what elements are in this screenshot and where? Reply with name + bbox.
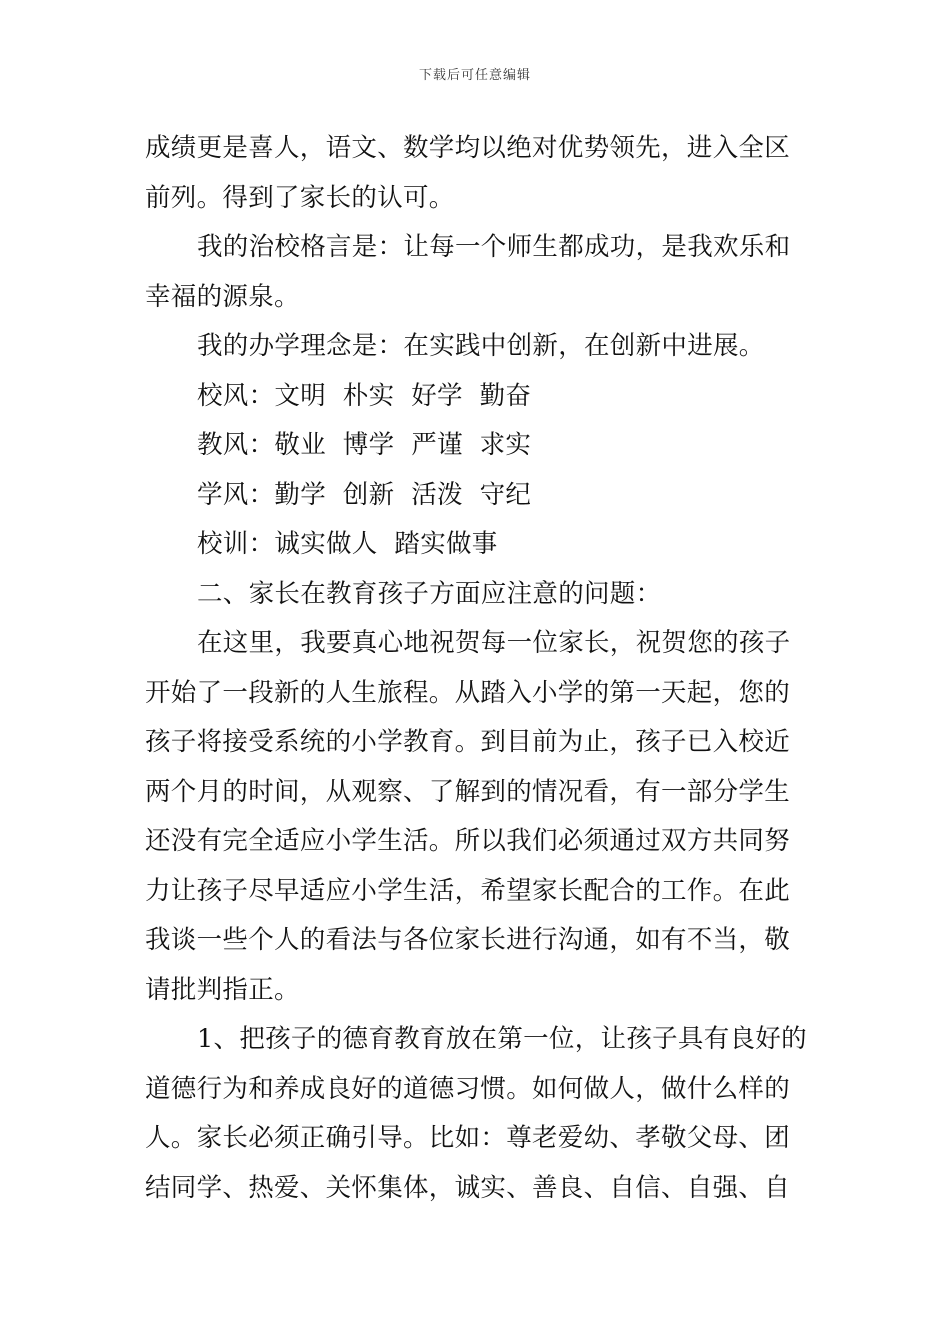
text-line: 我的办学理念是：在实践中创新，在创新中进展。: [197, 331, 765, 361]
text-line: 在这里，我要真心地祝贺每一位家长，祝贺您的孩子: [197, 628, 791, 658]
text-line: 前列。得到了家长的认可。: [145, 182, 455, 213]
text-line: 校训：诚实做人 踏实做事: [197, 529, 498, 559]
document-body: [145, 124, 807, 1213]
text-line: 两个月的时间，从观察、了解到的情况看，有一部分学生: [145, 776, 791, 807]
text-line: 幸福的源泉。: [145, 281, 300, 312]
page-header: 下载后可任意编辑: [418, 68, 531, 83]
text-line: 人。家长必须正确引导。比如：尊老爱幼、孝敬父母、团: [145, 1123, 791, 1153]
text-line: 成绩更是喜人，语文、数学均以绝对优势领先，进入全区: [145, 133, 791, 163]
text-line: 学风：勤学 创新 活泼 守纪: [197, 479, 532, 510]
text-line: 校风：文明 朴实 好学 勤奋: [197, 380, 532, 411]
text-line: 我的治校格言是：让每一个师生都成功，是我欢乐和: [197, 232, 791, 262]
text-line: 力让孩子尽早适应小学生活，希望家长配合的工作。在此: [145, 875, 791, 906]
text-line: 还没有完全适应小学生活。所以我们必须通过双方共同努: [145, 826, 791, 856]
text-line: 教风：敬业 博学 严谨 求实: [197, 430, 532, 460]
text-line: 我谈一些个人的看法与各位家长进行沟通，如有不当，敬: [145, 925, 791, 955]
text-line: 开始了一段新的人生旅程。从踏入小学的第一天起，您的: [145, 677, 791, 708]
section-heading: 二、家长在教育孩子方面应注意的问题：: [197, 578, 662, 609]
text-line: 道德行为和养成良好的道德习惯。如何做人，做什么样的: [145, 1073, 791, 1104]
text-line: 请批判指正。: [145, 974, 300, 1005]
text-line: 孩子将接受系统的小学教育。到目前为止，孩子已入校近: [145, 727, 791, 757]
text-line: 结同学、热爱、关怀集体，诚实、善良、自信、自强、自: [145, 1172, 791, 1203]
text-line: 1、把孩子的德育教育放在第一位，让孩子具有良好的: [197, 1024, 807, 1054]
